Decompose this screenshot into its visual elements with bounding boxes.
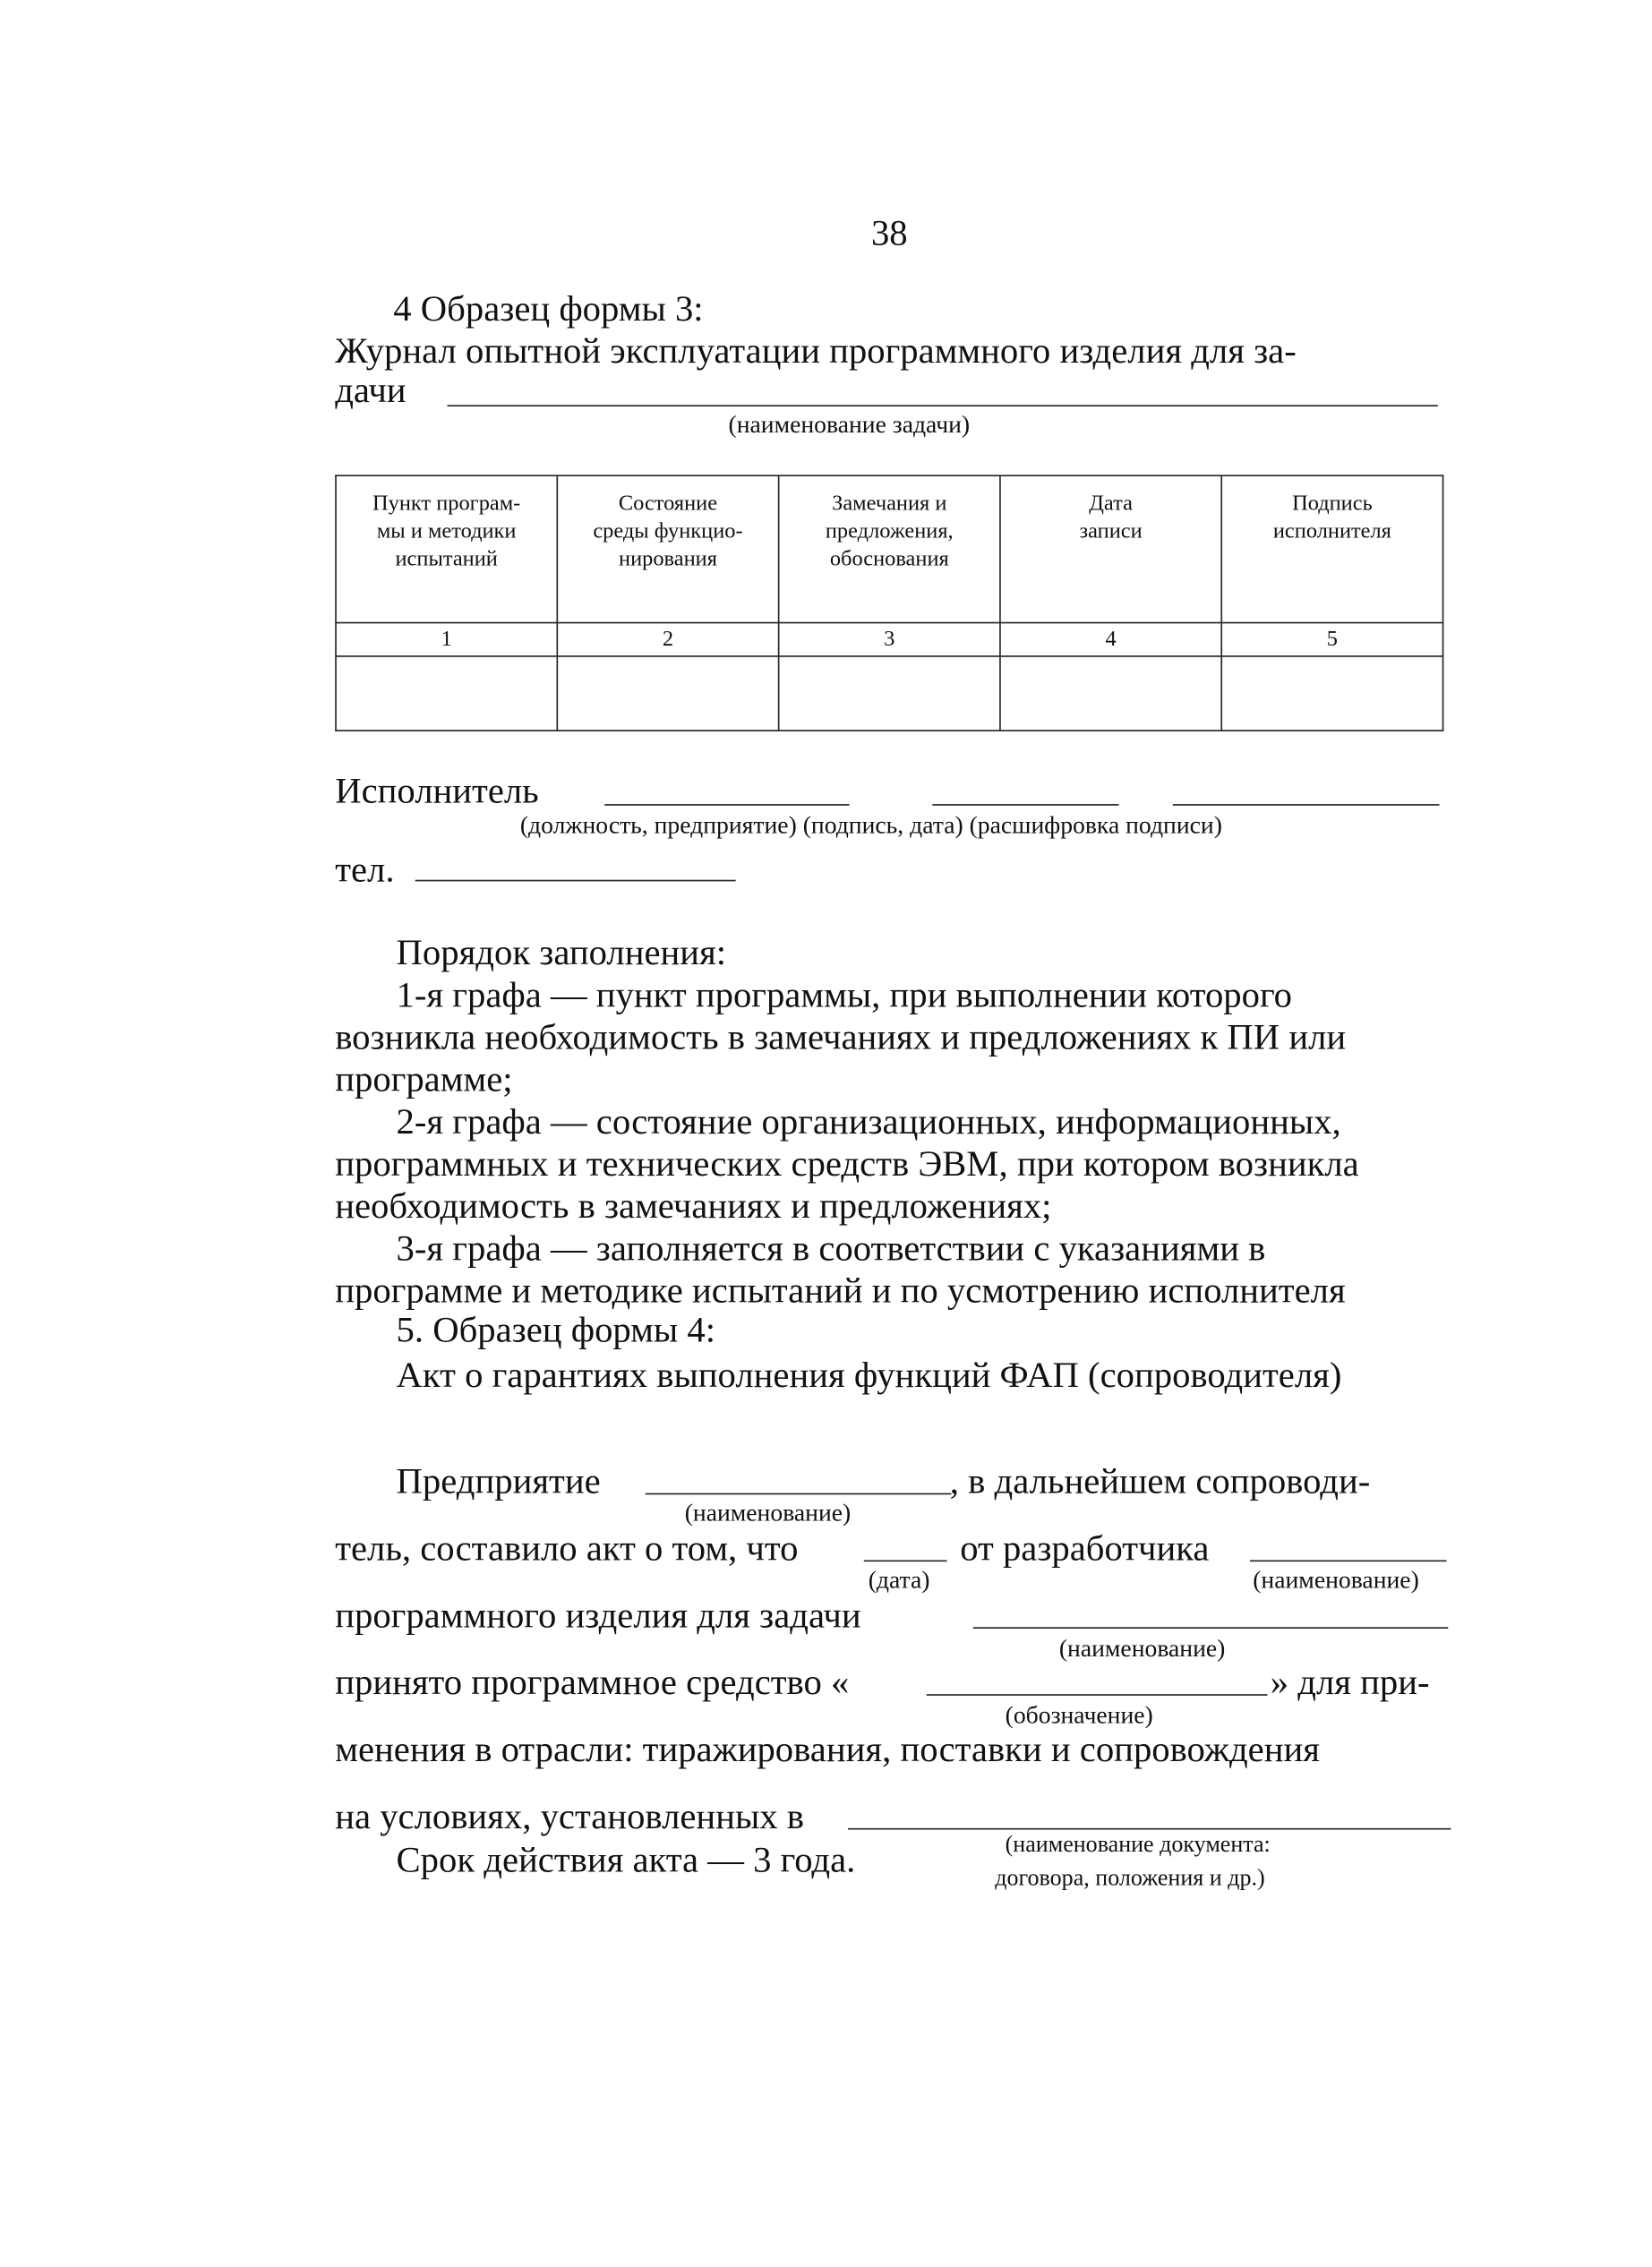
developer-name-blank	[1250, 1561, 1447, 1562]
fill-order-line: 1-я графа — пункт программы, при выполнении которого	[396, 976, 1292, 1016]
fill-order-line: 3-я графа — заполняется в соответствии с указаниями в	[396, 1229, 1266, 1270]
designation-blank	[927, 1694, 1268, 1696]
task-name-blank	[447, 405, 1437, 406]
fill-order-line: 2-я графа — состояние организационных, информационных,	[396, 1102, 1341, 1142]
form3-title-line1: Журнал опытной эксплуатации программного изделия для за-	[335, 331, 1297, 372]
table-empty-row	[336, 656, 1443, 731]
number-cell: 4	[1000, 623, 1221, 656]
header-cell-5: Подпись исполнителя	[1221, 475, 1442, 622]
table-number-row	[336, 623, 1443, 656]
form4-line4b: » для при-	[1270, 1664, 1430, 1703]
header-cell-4: Дата записи	[1000, 475, 1221, 622]
enterprise-name-caption: (наименование)	[684, 1499, 852, 1527]
fill-order-heading: Порядок заполнения:	[396, 933, 727, 973]
form4-line2b: от разработчика	[960, 1529, 1210, 1570]
task-name-blank-2	[973, 1627, 1448, 1629]
fill-order-line: программных и технических средств ЭВМ, при котором возникла	[335, 1144, 1359, 1185]
form4-line7: Срок действия акта — 3 года.	[396, 1841, 856, 1881]
fill-order-line: программе и методике испытаний и по усмотрению исполнителя	[335, 1271, 1346, 1312]
position-blank	[604, 804, 849, 806]
form4-line5: менения в отрасли: тиражирования, поставки и сопровождения	[335, 1730, 1320, 1770]
form4-line3: программного изделия для задачи	[335, 1596, 861, 1637]
task-name-caption: (наименование задачи)	[728, 410, 971, 439]
header-cell-1: Пункт програм- мы и методики испытаний	[336, 475, 557, 622]
number-cell: 1	[336, 623, 557, 656]
form4-title: Акт о гарантиях выполнения функций ФАП (сопроводителя)	[396, 1356, 1342, 1396]
signature-captions: (должность, предприятие) (подпись, дата) (расшифровка подписи)	[519, 811, 1222, 840]
date-caption: (дата)	[868, 1566, 930, 1594]
form3-heading: 4 Образец формы 3:	[393, 289, 704, 329]
number-cell: 3	[779, 623, 1000, 656]
fill-order-line: программе;	[335, 1060, 513, 1100]
header-cell-2: Состояние среды функцио- нирования	[557, 475, 778, 622]
document-caption-1: (наименование документа:	[1005, 1832, 1271, 1858]
date-blank	[864, 1561, 947, 1562]
designation-caption: (обозначение)	[1005, 1701, 1153, 1730]
task-name-caption-2: (наименование)	[1058, 1634, 1226, 1663]
signature-blank	[932, 804, 1118, 806]
page-number: 38	[870, 214, 908, 254]
executor-label: Исполнитель	[335, 772, 539, 812]
number-cell: 5	[1221, 623, 1442, 656]
form4-line1-rest: , в дальнейшем сопроводи-	[949, 1462, 1371, 1502]
fill-order-line: необходимость в замечаниях и предложениях;	[335, 1187, 1052, 1227]
developer-name-caption: (наименование)	[1253, 1566, 1419, 1594]
form4-heading: 5. Образец формы 4:	[396, 1311, 716, 1351]
form4-line6: на условиях, установленных в	[335, 1797, 805, 1837]
phone-label: тел.	[335, 851, 395, 891]
journal-table	[335, 475, 1443, 731]
table-header-row	[336, 475, 1443, 622]
header-cell-3: Замечания и предложения, обоснования	[779, 475, 1000, 622]
number-cell: 2	[557, 623, 778, 656]
form4-line2a: тель, составило акт о том, что	[335, 1529, 799, 1570]
phone-blank	[415, 880, 736, 882]
form3-title-line2: дачи	[335, 371, 407, 411]
document-caption-2: договора, положения и др.)	[995, 1866, 1265, 1891]
decoding-blank	[1173, 804, 1440, 806]
enterprise-name-blank	[646, 1493, 952, 1495]
document-name-blank	[848, 1828, 1451, 1830]
fill-order-line: возникла необходимость в замечаниях и предложениях к ПИ или	[335, 1018, 1347, 1058]
form4-line4a: принято программное средство «	[335, 1664, 850, 1703]
enterprise-label: Предприятие	[396, 1462, 601, 1502]
